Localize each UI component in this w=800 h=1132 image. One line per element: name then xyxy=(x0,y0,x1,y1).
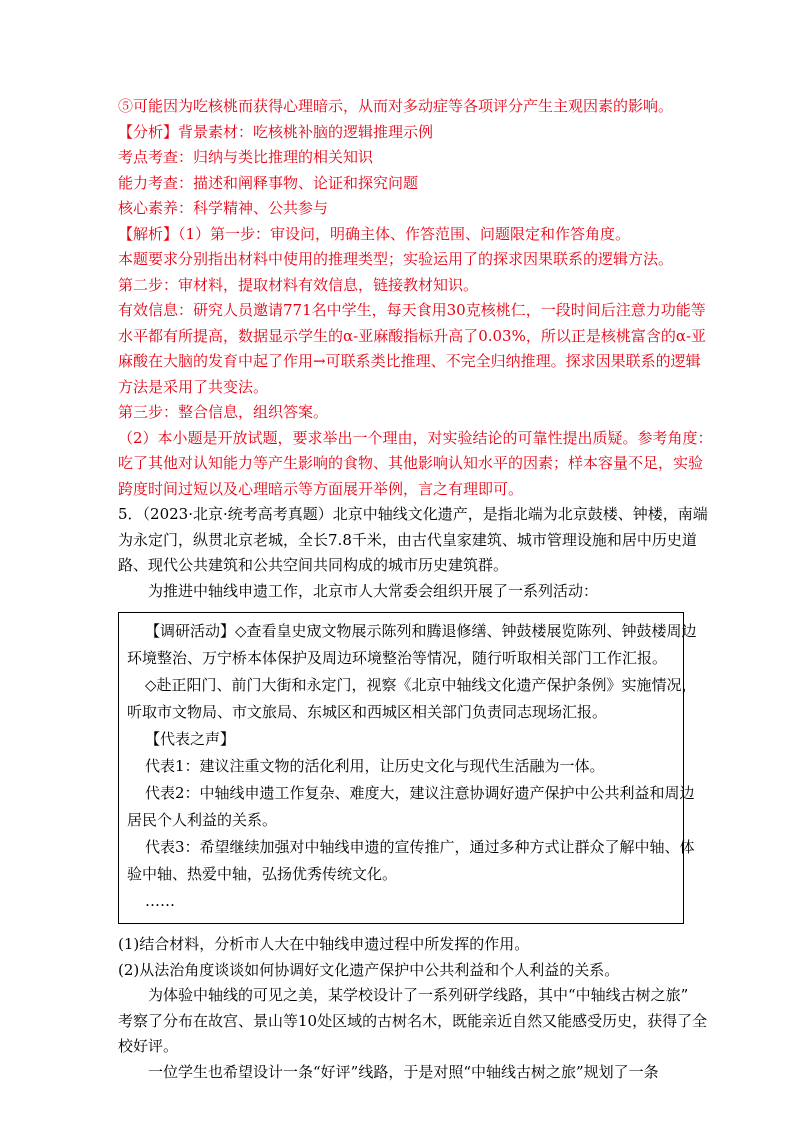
analysis-line: 能力考查：描述和阐释事物、论证和探究问题 xyxy=(118,173,419,192)
analysis-line: ⑤可能因为吃核桃而获得心理暗示，从而对多动症等各项评分产生主观因素的影响。 xyxy=(118,97,674,115)
question-intro-line: 5．（2023·北京·统考高考真题）北京中轴线文化遗产，是指北端为北京鼓楼、钟楼，南端 xyxy=(118,505,708,523)
analysis-line: 吃了其他对认知能力等产生影响的食物、其他影响认知水平的因素；样本容量不足，实验 xyxy=(118,454,704,472)
analysis-line: 核心素养：科学精神、公共参与 xyxy=(118,199,329,217)
answer-analysis-section xyxy=(118,94,713,502)
question-intro-line: 路、现代公共建筑和公共空间共同构成的城市历史建筑群。 xyxy=(118,556,509,574)
question-5-section xyxy=(118,502,708,1085)
analysis-line: 【解析】（1）第一步：审设问，明确主体、作答范围、问题限定和作答角度。 xyxy=(118,224,631,243)
analysis-line: 【分析】背景素材：吃核桃补脑的逻辑推理示例 xyxy=(118,122,434,141)
question-tail-line: 考察了分布在故宫、景山等10处区域的古树名木，既能亲近自然又能感受历史，获得了全 xyxy=(118,1011,708,1030)
question-intro-line: 为永定门，纵贯北京老城，全长7.8千米，由古代皇家建筑、城市管理设施和居中历史道 xyxy=(118,530,697,549)
material-line: 代表3：希望继续加强对中轴线申遗的宣传推广，通过多种方式让群众了解中轴、体 xyxy=(145,838,695,856)
analysis-line: 有效信息：研究人员邀请771名中学生，每天食用30克核桃仁，一段时间后注意力功能等 xyxy=(118,301,706,319)
analysis-line: 第三步：整合信息，组织答案。 xyxy=(118,403,329,421)
material-line: 代表1：建议注重文物的活化利用，让历史文化与现代生活融为一体。 xyxy=(145,757,605,775)
material-line: 代表2：中轴线申遗工作复杂、难度大，建议注意协调好遗产保护中公共利益和周边 xyxy=(145,784,695,802)
question-intro-line: 为推进中轴线申遗工作，北京市人大常委会组织开展了一系列活动： xyxy=(148,581,599,600)
analysis-line: 本题要求分别指出材料中使用的推理类型；实验运用了的探求因果联系的逻辑方法。 xyxy=(118,250,674,268)
analysis-line: 跨度时间过短以及心理暗示等方面展开举例，言之有理即可。 xyxy=(118,479,524,498)
material-line: ◇赴正阳门、前门大街和永定门，视察《北京中轴线文化遗产保护条例》实施情况， xyxy=(145,676,697,694)
material-line: 居民个人利益的关系。 xyxy=(127,811,278,829)
question-tail-line: 校好评。 xyxy=(118,1037,179,1055)
material-line: 听取市文物局、市文旅局、东城区和西城区相关部门负责同志现场汇报。 xyxy=(127,703,608,721)
material-box xyxy=(118,612,697,924)
analysis-line: 第二步：审材料，提取材料有效信息，链接教材知识。 xyxy=(118,275,479,294)
material-line: 【调研活动】◇查看皇史宬文物展示陈列和腾退修缮、钟鼓楼展览陈列、钟鼓楼周边 xyxy=(145,622,697,640)
analysis-line: （2）本小题是开放试题，要求举出一个理由，对实验结论的可靠性提出质疑。参考角度： xyxy=(118,428,713,447)
analysis-line: 方法是采用了共变法。 xyxy=(118,377,269,396)
material-ellipsis: …… xyxy=(145,892,175,910)
analysis-line: 麻酸在大脑的发育中起了作用→可联系类比推理、不完全归纳推理。探求因果联系的逻辑 xyxy=(118,352,701,370)
page-content xyxy=(118,94,713,1085)
question-tail-line: 一位学生也希望设计一条“好评”线路，于是对照“中轴线古树之旅”规划了一条 xyxy=(148,1062,659,1081)
question-tail-line: 为体验中轴线的可见之美，某学校设计了一系列研学线路，其中“中轴线古树之旅” xyxy=(148,986,689,1004)
material-line: 环境整治、万宁桥本体保护及周边环境整治等情况，随行听取相关部门工作汇报。 xyxy=(127,649,668,667)
analysis-line: 考点考查：归纳与类比推理的相关知识 xyxy=(118,148,374,166)
material-line: 【代表之声】 xyxy=(145,730,236,748)
sub-question: (2)从法治角度谈谈如何协调好文化遗产保护中公共利益和个人利益的关系。 xyxy=(118,960,620,979)
material-line: 验中轴、热爱中轴，弘扬优秀传统文化。 xyxy=(127,865,398,883)
sub-question: (1)结合材料，分析市人大在中轴线申遗过程中所发挥的作用。 xyxy=(118,935,530,953)
analysis-line: 水平都有所提高，数据显示学生的α-亚麻酸指标升高了0.03%，所以正是核桃富含的α-亚 xyxy=(118,326,707,345)
